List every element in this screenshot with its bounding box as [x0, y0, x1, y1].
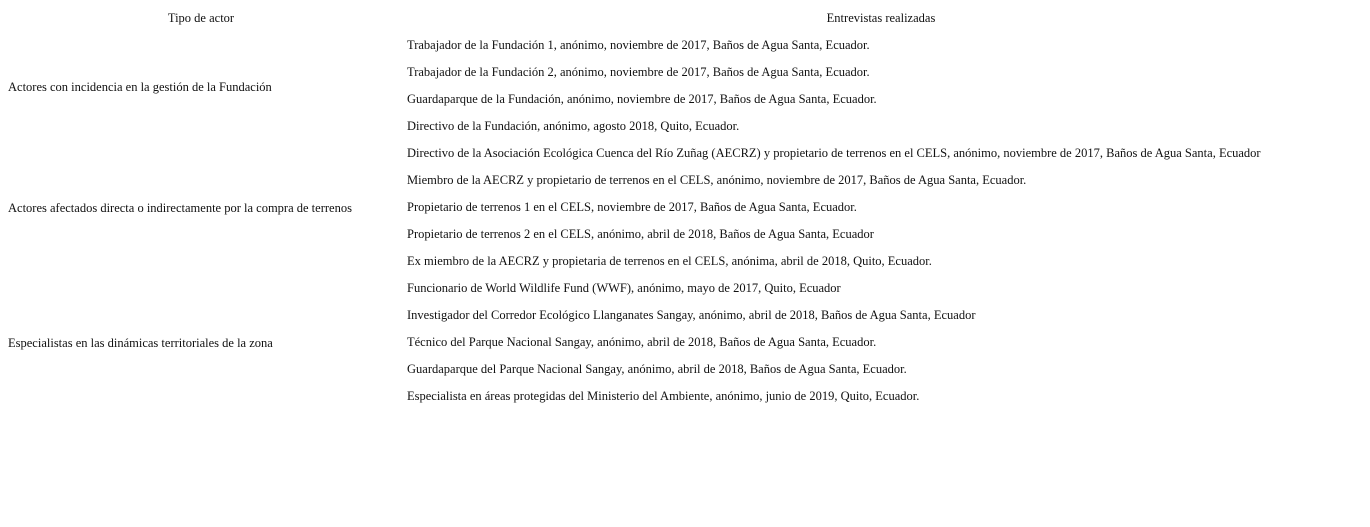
interview-cell: Directivo de la Asociación Ecológica Cuenca del Río Zuñag (AECRZ) y propietario de terrenos en el CELS, anónimo, noviembre de 2017, Baños de Agua Santa, Ecuador [407, 146, 1261, 160]
interview-cell: Guardaparque del Parque Nacional Sangay, anónimo, abril de 2018, Baños de Agua Santa, Ecuador. [407, 362, 907, 376]
header-actor-type: Tipo de actor [167, 11, 235, 25]
interview-cell: Trabajador de la Fundación 2, anónimo, noviembre de 2017, Baños de Agua Santa, Ecuador. [407, 65, 870, 79]
interview-cell: Especialista en áreas protegidas del Ministerio del Ambiente, anónimo, junio de 2019, Quito, Ecuador. [407, 389, 920, 403]
interview-cell: Investigador del Corredor Ecológico Llanganates Sangay, anónimo, abril de 2018, Baños de Agua Santa, Ecuador [407, 308, 976, 322]
actor-type-cell: Actores afectados directa o indirectamente por la compra de terrenos [8, 201, 352, 215]
interview-cell: Miembro de la AECRZ y propietario de terrenos en el CELS, anónimo, noviembre de 2017, Baños de Agua Santa, Ecuador. [407, 173, 1027, 187]
interview-cell: Propietario de terrenos 2 en el CELS, anónimo, abril de 2018, Baños de Agua Santa, Ecuador [407, 227, 874, 241]
interview-cell: Funcionario de World Wildlife Fund (WWF), anónimo, mayo de 2017, Quito, Ecuador [407, 281, 841, 295]
interview-cell: Trabajador de la Fundación 1, anónimo, noviembre de 2017, Baños de Agua Santa, Ecuador. [407, 38, 870, 52]
actor-type-cell: Actores con incidencia en la gestión de la Fundación [8, 79, 272, 94]
interview-cell: Directivo de la Fundación, anónimo, agosto 2018, Quito, Ecuador. [407, 119, 740, 133]
interview-cell: Guardaparque de la Fundación, anónimo, noviembre de 2017, Baños de Agua Santa, Ecuador. [407, 92, 877, 106]
actor-type-cell: Especialistas en las dinámicas territoriales de la zona [8, 336, 273, 350]
header-interviews: Entrevistas realizadas [826, 11, 936, 25]
interview-cell: Ex miembro de la AECRZ y propietaria de terrenos en el CELS, anónima, abril de 2018, Quito, Ecuador. [407, 254, 932, 268]
interview-cell: Propietario de terrenos 1 en el CELS, noviembre de 2017, Baños de Agua Santa, Ecuador. [407, 200, 857, 214]
interview-cell: Técnico del Parque Nacional Sangay, anónimo, abril de 2018, Baños de Agua Santa, Ecuador. [407, 335, 877, 349]
